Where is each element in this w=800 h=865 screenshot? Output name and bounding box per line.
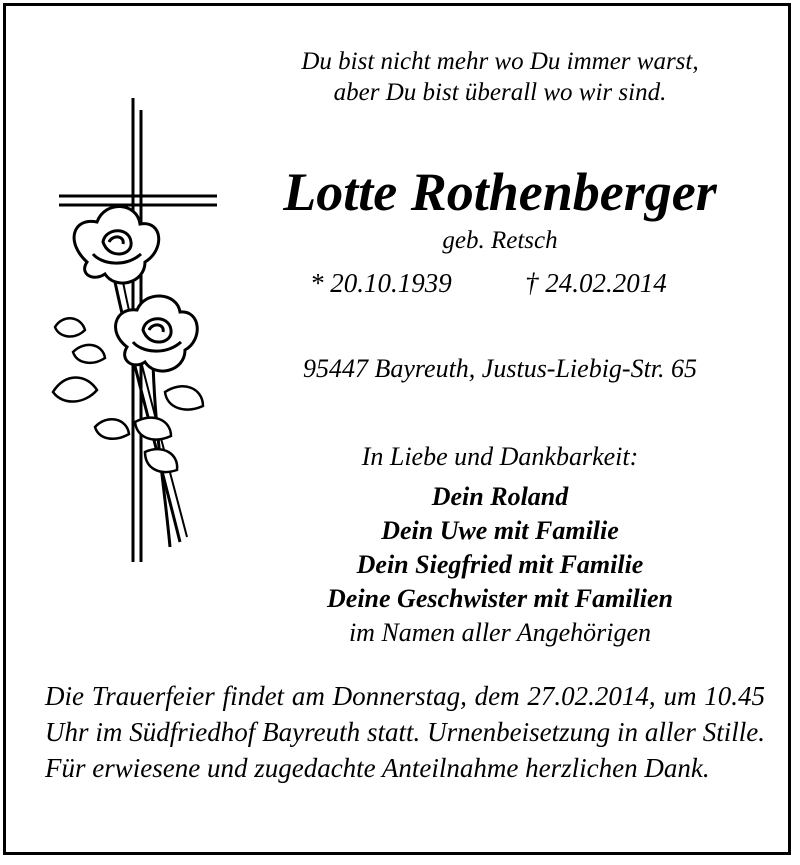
quote-line: aber Du bist überall wo wir sind. <box>333 79 667 106</box>
mourners-list <box>250 480 750 650</box>
mourner-line: Dein Siegfried mit Familie <box>356 550 644 579</box>
death-date: † 24.02.2014 <box>525 268 667 298</box>
on-behalf-line: im Namen aller Angehörigen <box>348 618 652 647</box>
maiden-name: geb. Retsch <box>442 227 558 254</box>
mourner-line: Deine Geschwister mit Familien <box>327 584 673 613</box>
funeral-service-text: Die Trauerfeier findet am Donnerstag, dem 27.02.2014, um 10.45 Uhr im Südfriedhof Bayreuth statt. Urnenbeisetzung in aller Stille. Für erwiesene und zugedachte Anteilnahme herzlichen Dank. <box>45 681 765 783</box>
memorial-quote <box>250 46 750 108</box>
mourner-line: Dein Roland <box>431 482 569 511</box>
thanks-intro: In Liebe und Dankbarkeit: <box>361 442 639 471</box>
quote-line: Du bist nicht mehr wo Du immer warst, <box>301 48 699 75</box>
cross-with-roses-icon <box>45 92 225 572</box>
life-dates <box>250 265 750 301</box>
mourner-line: Dein Uwe mit Familie <box>381 516 619 545</box>
deceased-name: Lotte Rothenberger <box>283 162 717 222</box>
address: 95447 Bayreuth, Justus-Liebig-Str. 65 <box>302 354 698 383</box>
birth-date: * 20.10.1939 <box>310 268 452 298</box>
